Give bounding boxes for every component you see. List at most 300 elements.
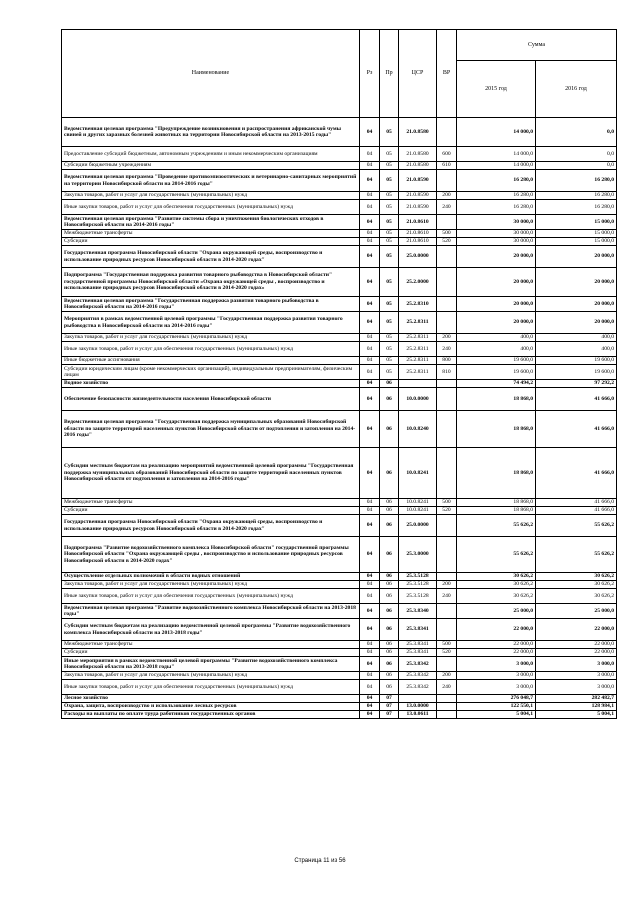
cell-csr: 21.0.8610 [399, 230, 437, 238]
cell-sum-2016: 41 666,0 [536, 448, 617, 499]
cell-sum-2016: 3 000,0 [536, 657, 617, 672]
cell-vr: 520 [437, 507, 457, 515]
table-row [62, 357, 617, 365]
table-row [62, 657, 617, 672]
cell-rz: 04 [360, 192, 380, 200]
cell-pr: 05 [380, 365, 399, 380]
cell-vr [437, 695, 457, 703]
cell-sum-2015: 18 868,0 [457, 499, 536, 507]
cell-name: Ведомственная целевая программа "Предупреждение возникновения и распространения африканской чумы свиней и других заразных болезней животных на территории Новосибирской области на 2013-2015 годы" [62, 118, 360, 147]
cell-pr: 06 [380, 507, 399, 515]
cell-csr: 25.2.8311 [399, 342, 437, 357]
cell-vr [437, 380, 457, 388]
cell-rz: 04 [360, 649, 380, 657]
cell-sum-2016: 16 280,0 [536, 170, 617, 192]
cell-sum-2015: 20 000,0 [457, 268, 536, 297]
cell-csr: 25.2.8311 [399, 365, 437, 380]
cell-pr: 06 [380, 448, 399, 499]
table-row [62, 380, 617, 388]
header-rz: Рз [360, 30, 380, 118]
page-number: Страница 11 из 56 [294, 858, 346, 864]
cell-rz: 04 [360, 604, 380, 619]
cell-csr: 21.0.8580 [399, 147, 437, 162]
cell-name: Субсидии [62, 649, 360, 657]
cell-pr: 07 [380, 703, 399, 711]
cell-name: Межбюджетные трансферты [62, 499, 360, 507]
cell-name: Иные закупки товаров, работ и услуг для обеспечения государственных (муниципальных) нужд [62, 342, 360, 357]
cell-sum-2015: 276 048,7 [457, 695, 536, 703]
cell-sum-2015: 3 000,0 [457, 680, 536, 695]
cell-name: Межбюджетные трансферты [62, 641, 360, 649]
cell-vr: 240 [437, 589, 457, 604]
cell-vr: 240 [437, 342, 457, 357]
table-row [62, 297, 617, 312]
cell-sum-2016: 55 626,2 [536, 515, 617, 537]
cell-sum-2016: 3 000,0 [536, 672, 617, 680]
cell-sum-2016: 19 600,0 [536, 357, 617, 365]
cell-sum-2015: 19 600,0 [457, 357, 536, 365]
cell-sum-2016: 400,0 [536, 334, 617, 342]
header-name: Наименование [62, 30, 360, 118]
cell-csr: 25.3.0000 [399, 537, 437, 573]
cell-vr [437, 388, 457, 411]
cell-csr [399, 695, 437, 703]
table-row [62, 268, 617, 297]
cell-csr: 21.0.8610 [399, 238, 437, 246]
cell-sum-2016: 30 626,2 [536, 589, 617, 604]
cell-csr: 25.3.8342 [399, 680, 437, 695]
cell-name: Иные мероприятия в рамках ведомственной целевой программы "Развитие водохозяйственного комплекса Новосибирской области на 2013-2018 годы" [62, 657, 360, 672]
cell-rz: 04 [360, 200, 380, 215]
cell-pr: 05 [380, 238, 399, 246]
cell-sum-2016: 15 000,0 [536, 238, 617, 246]
cell-rz: 04 [360, 147, 380, 162]
table-row [62, 507, 617, 515]
cell-sum-2015: 18 868,0 [457, 507, 536, 515]
cell-csr [399, 380, 437, 388]
table-row [62, 246, 617, 268]
header-year-2016: 2016 год [536, 61, 617, 118]
cell-pr: 05 [380, 268, 399, 297]
cell-csr: 25.0.0000 [399, 246, 437, 268]
cell-rz: 04 [360, 268, 380, 297]
cell-rz: 04 [360, 537, 380, 573]
cell-sum-2016: 15 000,0 [536, 230, 617, 238]
cell-sum-2015: 22 000,0 [457, 641, 536, 649]
cell-sum-2015: 3 000,0 [457, 657, 536, 672]
cell-rz: 04 [360, 162, 380, 170]
cell-vr: 500 [437, 641, 457, 649]
cell-sum-2015: 22 000,0 [457, 649, 536, 657]
cell-sum-2016: 3 000,0 [536, 680, 617, 695]
cell-sum-2015: 14 000,0 [457, 147, 536, 162]
table-row [62, 448, 617, 499]
cell-vr [437, 411, 457, 448]
cell-sum-2015: 20 000,0 [457, 246, 536, 268]
cell-sum-2015: 400,0 [457, 342, 536, 357]
cell-name: Подпрограмма "Развитие водохозяйственного комплекса Новосибирской области" государственной программы Новосибирской области "Охрана окружающей среды , воспроизводство и использование природных ресурсов Новосибирской области в 2014-2020 годах" [62, 537, 360, 573]
cell-sum-2016: 128 984,1 [536, 703, 617, 711]
cell-vr [437, 537, 457, 573]
cell-csr: 25.3.8342 [399, 672, 437, 680]
cell-rz: 04 [360, 515, 380, 537]
cell-rz: 04 [360, 703, 380, 711]
cell-vr: 520 [437, 238, 457, 246]
cell-pr: 05 [380, 230, 399, 238]
cell-csr: 25.3.8341 [399, 641, 437, 649]
cell-name: Подпрограмма "Государственная поддержка развития товарного рыбоводства в Новосибирской области" государственной программы Новосибирской области «Охрана окружающей среды , воспроизводство и использование природных ресурсов Новосибирской области в 2014-2020 годах» [62, 268, 360, 297]
cell-sum-2016: 97 292,2 [536, 380, 617, 388]
table-row [62, 581, 617, 589]
cell-vr [437, 215, 457, 230]
cell-csr: 10.0.8241 [399, 507, 437, 515]
cell-sum-2016: 30 626,2 [536, 581, 617, 589]
cell-pr: 05 [380, 147, 399, 162]
table-row [62, 604, 617, 619]
cell-sum-2016: 22 000,0 [536, 649, 617, 657]
cell-vr: 200 [437, 581, 457, 589]
cell-rz: 04 [360, 312, 380, 334]
cell-vr: 240 [437, 200, 457, 215]
cell-name: Закупка товаров, работ и услуг для государственных (муниципальных) нужд [62, 334, 360, 342]
cell-csr: 21.0.8590 [399, 170, 437, 192]
cell-name: Осуществление отдельных полномочий в области водных отношений [62, 573, 360, 581]
cell-pr: 06 [380, 657, 399, 672]
table-row [62, 230, 617, 238]
cell-name: Межбюджетные трансферты [62, 230, 360, 238]
cell-csr: 13.0.0611 [399, 711, 437, 719]
cell-vr [437, 657, 457, 672]
cell-sum-2016: 15 000,0 [536, 215, 617, 230]
cell-sum-2015: 16 280,0 [457, 200, 536, 215]
table-body [62, 118, 617, 719]
cell-name: Ведомственная целевая программа "Развитие системы сбора и уничтожения биологических отходов в Новосибирской области на 2014-2016 годы" [62, 215, 360, 230]
cell-pr: 05 [380, 118, 399, 147]
cell-sum-2015: 122 550,1 [457, 703, 536, 711]
cell-pr: 06 [380, 589, 399, 604]
cell-vr [437, 515, 457, 537]
cell-sum-2016: 41 666,0 [536, 388, 617, 411]
cell-sum-2015: 55 626,2 [457, 515, 536, 537]
cell-pr: 06 [380, 411, 399, 448]
cell-name: Субсидии [62, 507, 360, 515]
cell-pr: 06 [380, 641, 399, 649]
cell-vr: 520 [437, 649, 457, 657]
cell-vr [437, 619, 457, 641]
cell-vr [437, 448, 457, 499]
cell-pr: 07 [380, 695, 399, 703]
cell-name: Субсидии местным бюджетам на реализацию мероприятий ведомственной целевой программы "Государственная поддержка муниципальных образований Новосибирской области по защите территорий населенных пунктов Новосибирской области от подтопления и затопления на 2014-2016 годы" [62, 448, 360, 499]
cell-sum-2015: 16 280,0 [457, 170, 536, 192]
cell-sum-2016: 25 000,0 [536, 604, 617, 619]
cell-csr: 25.2.8311 [399, 334, 437, 342]
cell-name: Лесное хозяйство [62, 695, 360, 703]
table-row [62, 147, 617, 162]
cell-csr: 25.2.0000 [399, 268, 437, 297]
cell-vr [437, 170, 457, 192]
table-row [62, 215, 617, 230]
table-row [62, 200, 617, 215]
cell-name: Иные закупки товаров, работ и услуг для обеспечения государственных (муниципальных) нужд [62, 680, 360, 695]
cell-vr: 240 [437, 680, 457, 695]
cell-name: Субсидии [62, 238, 360, 246]
cell-csr: 10.0.0000 [399, 388, 437, 411]
cell-rz: 04 [360, 589, 380, 604]
table-row [62, 537, 617, 573]
cell-csr: 10.0.8240 [399, 411, 437, 448]
table-row [62, 573, 617, 581]
cell-csr: 10.0.8241 [399, 448, 437, 499]
table-row [62, 312, 617, 334]
cell-name: Государственная программа Новосибирской области "Охрана окружающей среды, воспроизводство и использование природных ресурсов Новосибирской области в 2014-2020 годах" [62, 515, 360, 537]
cell-vr [437, 297, 457, 312]
cell-csr: 21.0.8590 [399, 192, 437, 200]
table-row [62, 672, 617, 680]
cell-sum-2015: 25 000,0 [457, 604, 536, 619]
cell-name: Охрана, защита, воспроизводство и использование лесных ресурсов [62, 703, 360, 711]
cell-vr [437, 268, 457, 297]
cell-sum-2015: 400,0 [457, 334, 536, 342]
cell-sum-2015: 30 626,2 [457, 589, 536, 604]
cell-csr: 25.3.8341 [399, 649, 437, 657]
budget-table-page [61, 29, 616, 719]
cell-rz: 04 [360, 680, 380, 695]
cell-csr: 21.0.8580 [399, 162, 437, 170]
cell-name: Закупка товаров, работ и услуг для государственных (муниципальных) нужд [62, 192, 360, 200]
cell-csr: 13.0.0000 [399, 703, 437, 711]
cell-name: Субсидии юридическим лицам (кроме некоммерческих организаций), индивидуальным предпринимателям, физическим лицам [62, 365, 360, 380]
cell-pr: 06 [380, 649, 399, 657]
cell-rz: 04 [360, 499, 380, 507]
table-row [62, 342, 617, 357]
table-row [62, 515, 617, 537]
table-row [62, 703, 617, 711]
table-row [62, 162, 617, 170]
cell-rz: 04 [360, 342, 380, 357]
cell-pr: 05 [380, 357, 399, 365]
table-row [62, 695, 617, 703]
cell-sum-2015: 30 000,0 [457, 238, 536, 246]
cell-csr: 25.2.8310 [399, 297, 437, 312]
table-row [62, 238, 617, 246]
cell-sum-2016: 20 000,0 [536, 246, 617, 268]
cell-sum-2015: 18 868,0 [457, 411, 536, 448]
cell-pr: 06 [380, 380, 399, 388]
cell-vr: 810 [437, 365, 457, 380]
cell-rz: 04 [360, 380, 380, 388]
cell-name: Ведомственная целевая программа "Государственная поддержка муниципальных образований Новосибирской области по защите территорий населенных пунктов Новосибирской области от подтопления и затопления на 2014-2016 годы" [62, 411, 360, 448]
table-row [62, 411, 617, 448]
table-row [62, 388, 617, 411]
cell-rz: 04 [360, 619, 380, 641]
table-row [62, 589, 617, 604]
cell-sum-2015: 3 000,0 [457, 672, 536, 680]
cell-name: Закупка товаров, работ и услуг для государственных (муниципальных) нужд [62, 581, 360, 589]
cell-pr: 06 [380, 388, 399, 411]
cell-sum-2015: 74 494,2 [457, 380, 536, 388]
cell-sum-2016: 20 000,0 [536, 268, 617, 297]
cell-sum-2016: 30 626,2 [536, 573, 617, 581]
cell-sum-2016: 400,0 [536, 342, 617, 357]
cell-rz: 04 [360, 507, 380, 515]
cell-sum-2016: 5 004,1 [536, 711, 617, 719]
cell-sum-2015: 20 000,0 [457, 297, 536, 312]
cell-name: Водное хозяйство [62, 380, 360, 388]
cell-csr: 25.2.8311 [399, 312, 437, 334]
cell-rz: 04 [360, 215, 380, 230]
cell-sum-2016: 41 666,0 [536, 507, 617, 515]
cell-sum-2016: 55 626,2 [536, 537, 617, 573]
cell-sum-2016: 41 666,0 [536, 499, 617, 507]
cell-name: Обеспечение безопасности жизнедеятельности населения Новосибирской области [62, 388, 360, 411]
table-row [62, 365, 617, 380]
cell-vr: 800 [437, 357, 457, 365]
budget-table [61, 29, 617, 719]
cell-pr: 06 [380, 604, 399, 619]
cell-sum-2015: 30 626,2 [457, 573, 536, 581]
cell-pr: 05 [380, 200, 399, 215]
table-row [62, 192, 617, 200]
cell-pr: 06 [380, 672, 399, 680]
cell-vr [437, 604, 457, 619]
cell-vr [437, 711, 457, 719]
header-vr: ВР [437, 30, 457, 118]
table-row [62, 619, 617, 641]
cell-name: Иные бюджетные ассигнования [62, 357, 360, 365]
table-row [62, 649, 617, 657]
cell-vr: 200 [437, 334, 457, 342]
header-year-2015: 2015 год [457, 61, 536, 118]
cell-name: Предоставление субсидий бюджетным, автономным учреждениям и иным некоммерческим организациям [62, 147, 360, 162]
cell-pr: 05 [380, 312, 399, 334]
table-row [62, 499, 617, 507]
cell-sum-2015: 5 004,1 [457, 711, 536, 719]
cell-csr: 25.0.0000 [399, 515, 437, 537]
cell-csr: 25.3.5128 [399, 581, 437, 589]
cell-sum-2016: 22 000,0 [536, 619, 617, 641]
cell-csr: 25.3.5128 [399, 589, 437, 604]
cell-pr: 06 [380, 581, 399, 589]
cell-sum-2015: 16 280,0 [457, 192, 536, 200]
cell-rz: 04 [360, 711, 380, 719]
header-pr: Пр [380, 30, 399, 118]
cell-sum-2016: 0,0 [536, 118, 617, 147]
cell-vr: 500 [437, 230, 457, 238]
cell-pr: 06 [380, 573, 399, 581]
cell-sum-2016: 16 280,0 [536, 192, 617, 200]
cell-name: Иные закупки товаров, работ и услуг для обеспечения государственных (муниципальных) нужд [62, 589, 360, 604]
cell-rz: 04 [360, 411, 380, 448]
cell-vr [437, 118, 457, 147]
cell-sum-2015: 30 000,0 [457, 215, 536, 230]
cell-pr: 05 [380, 342, 399, 357]
cell-csr: 10.0.8241 [399, 499, 437, 507]
table-row [62, 680, 617, 695]
cell-sum-2015: 18 868,0 [457, 388, 536, 411]
cell-sum-2015: 30 626,2 [457, 581, 536, 589]
cell-sum-2016: 22 000,0 [536, 641, 617, 649]
cell-name: Ведомственная целевая программа "Государственная поддержка развития товарного рыбоводства в Новосибирской области на 2014-2016 годы" [62, 297, 360, 312]
cell-sum-2016: 20 000,0 [536, 297, 617, 312]
cell-vr [437, 573, 457, 581]
cell-pr: 07 [380, 711, 399, 719]
cell-sum-2016: 19 600,0 [536, 365, 617, 380]
cell-name: Расходы на выплаты по оплате труда работников государственных органов [62, 711, 360, 719]
cell-name: Закупка товаров, работ и услуг для государственных (муниципальных) нужд [62, 672, 360, 680]
cell-name: Ведомственная целевая программа "Развитие водохозяйственного комплекса Новосибирской области на 2013-2018 годы" [62, 604, 360, 619]
cell-sum-2015: 18 868,0 [457, 448, 536, 499]
table-row [62, 641, 617, 649]
cell-rz: 04 [360, 573, 380, 581]
cell-csr: 25.2.8311 [399, 357, 437, 365]
table-row [62, 711, 617, 719]
cell-pr: 06 [380, 537, 399, 573]
cell-pr: 06 [380, 680, 399, 695]
cell-pr: 06 [380, 515, 399, 537]
cell-csr: 21.0.8610 [399, 215, 437, 230]
cell-rz: 04 [360, 448, 380, 499]
cell-pr: 05 [380, 246, 399, 268]
cell-pr: 05 [380, 297, 399, 312]
table-row [62, 334, 617, 342]
cell-sum-2016: 0,0 [536, 162, 617, 170]
cell-pr: 06 [380, 619, 399, 641]
cell-csr: 25.3.8342 [399, 657, 437, 672]
cell-sum-2015: 22 000,0 [457, 619, 536, 641]
table-row [62, 170, 617, 192]
cell-csr: 25.3.8341 [399, 619, 437, 641]
cell-rz: 04 [360, 357, 380, 365]
cell-sum-2015: 30 000,0 [457, 230, 536, 238]
cell-rz: 04 [360, 238, 380, 246]
cell-rz: 04 [360, 388, 380, 411]
cell-sum-2016: 0,0 [536, 147, 617, 162]
cell-rz: 04 [360, 334, 380, 342]
cell-name: Мероприятия в рамках ведомственной целевой программы "Государственная поддержка развития товарного рыбоводства в Новосибирской области на 2014-2016 годы" [62, 312, 360, 334]
table-row [62, 118, 617, 147]
cell-pr: 05 [380, 192, 399, 200]
cell-sum-2015: 20 000,0 [457, 312, 536, 334]
cell-sum-2016: 16 280,0 [536, 200, 617, 215]
cell-sum-2015: 55 626,2 [457, 537, 536, 573]
cell-vr: 600 [437, 147, 457, 162]
cell-rz: 04 [360, 657, 380, 672]
cell-pr: 05 [380, 334, 399, 342]
cell-rz: 04 [360, 641, 380, 649]
cell-csr: 21.0.8590 [399, 200, 437, 215]
cell-sum-2015: 19 600,0 [457, 365, 536, 380]
cell-pr: 05 [380, 215, 399, 230]
cell-rz: 04 [360, 118, 380, 147]
cell-vr: 500 [437, 499, 457, 507]
cell-sum-2015: 14 000,0 [457, 118, 536, 147]
cell-sum-2016: 41 666,0 [536, 411, 617, 448]
cell-pr: 05 [380, 162, 399, 170]
cell-csr: 25.3.5128 [399, 573, 437, 581]
cell-csr: 25.3.8340 [399, 604, 437, 619]
cell-rz: 04 [360, 246, 380, 268]
cell-pr: 06 [380, 499, 399, 507]
header-csr: ЦСР [399, 30, 437, 118]
cell-vr [437, 703, 457, 711]
cell-rz: 04 [360, 230, 380, 238]
cell-sum-2016: 282 482,7 [536, 695, 617, 703]
cell-rz: 04 [360, 365, 380, 380]
cell-vr [437, 246, 457, 268]
cell-csr: 21.0.8580 [399, 118, 437, 147]
cell-rz: 04 [360, 695, 380, 703]
cell-rz: 04 [360, 297, 380, 312]
